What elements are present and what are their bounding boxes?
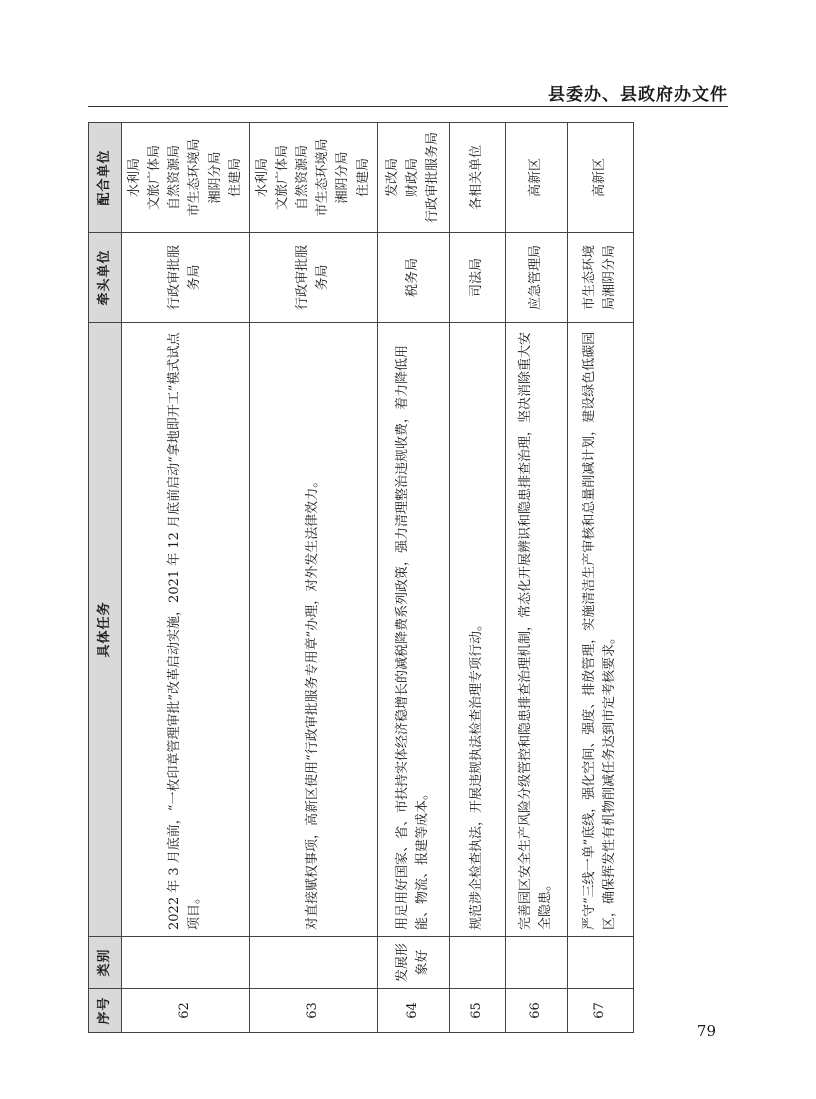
row-number: 63 bbox=[249, 989, 377, 1033]
col-header-no: 序号 bbox=[89, 989, 122, 1033]
task-table-rotated bbox=[88, 123, 618, 1033]
support-unit: 住建局 bbox=[355, 158, 371, 198]
support-unit: 水利局 bbox=[127, 158, 142, 198]
row-number: 66 bbox=[505, 989, 567, 1033]
row-number: 65 bbox=[449, 989, 505, 1033]
table-row bbox=[377, 123, 449, 1033]
support-unit: 自然资源局 bbox=[295, 145, 311, 211]
row-number: 62 bbox=[122, 989, 250, 1033]
row-support-units bbox=[122, 123, 250, 233]
row-category bbox=[449, 937, 505, 989]
support-unit: 发改局 bbox=[384, 158, 400, 198]
row-number: 64 bbox=[377, 989, 449, 1033]
row-lead-unit: 税务局 bbox=[377, 233, 449, 323]
task-table bbox=[88, 122, 634, 1033]
row-support-units bbox=[249, 123, 377, 233]
col-header-category: 类别 bbox=[89, 937, 122, 989]
row-category bbox=[122, 937, 250, 989]
table-row bbox=[505, 123, 567, 1033]
support-unit: 湘阴分局 bbox=[207, 151, 223, 204]
row-support-units bbox=[567, 123, 633, 233]
row-task: 用足用好国家、省、市扶持实体经济稳增长的减税降费系列政策，强力清理整治违规收费，着力降低用能、物流、报建等成本。 bbox=[377, 323, 449, 937]
row-lead-unit: 行政审批服务局 bbox=[122, 233, 250, 323]
support-unit: 文旅广体局 bbox=[274, 145, 290, 211]
row-task: 规范涉企检查执法，开展违规执法检查治理专项行动。 bbox=[449, 323, 505, 937]
table-row bbox=[567, 123, 633, 1033]
document-header-title: 县委办、县政府办文件 bbox=[548, 85, 728, 105]
table-row bbox=[449, 123, 505, 1033]
support-unit: 湘阴分局 bbox=[335, 151, 351, 204]
row-support-units bbox=[505, 123, 567, 233]
row-lead-unit: 市生态环境局湘阴分局 bbox=[567, 233, 633, 323]
row-lead-unit: 司法局 bbox=[449, 233, 505, 323]
support-unit: 行政审批服务局 bbox=[425, 132, 441, 224]
table-row bbox=[249, 123, 377, 1033]
support-unit: 市生态环境局 bbox=[315, 138, 331, 217]
col-header-support: 配合单位 bbox=[89, 123, 122, 233]
header-divider bbox=[88, 106, 728, 107]
support-unit: 各相关单位 bbox=[469, 145, 485, 211]
row-support-units bbox=[449, 123, 505, 233]
support-unit: 高新区 bbox=[592, 158, 608, 198]
row-category bbox=[505, 937, 567, 989]
page-number: 79 bbox=[696, 1022, 716, 1040]
support-unit: 高新区 bbox=[528, 158, 544, 198]
row-category bbox=[567, 937, 633, 989]
row-lead-unit: 应急管理局 bbox=[505, 233, 567, 323]
row-task: 严守“三线一单”底线，强化空间、强度、排放管理，实施清洁生产审核和总量削减计划，建设绿色低碳园区，确保挥发性有机物削减任务达到市定考核要求。 bbox=[567, 323, 633, 937]
row-task: 对直接赋权事项，高新区使用“行政审批服务专用章”办理，对外发生法律效力。 bbox=[249, 323, 377, 937]
row-task: 2022 年 3 月底前，“一枚印章管理审批”改革启动实施，2021 年 12 月底前启动“拿地即开工”模式试点项目。 bbox=[122, 323, 250, 937]
support-unit: 财政局 bbox=[405, 158, 421, 198]
table-header-row bbox=[89, 123, 122, 1033]
col-header-lead: 牵头单位 bbox=[89, 233, 122, 323]
row-support-units bbox=[377, 123, 449, 233]
row-category: 发展形象好 bbox=[377, 937, 449, 989]
support-unit: 文旅广体局 bbox=[147, 145, 163, 211]
support-unit: 住建局 bbox=[227, 158, 243, 198]
support-unit: 自然资源局 bbox=[167, 145, 183, 211]
table-row bbox=[122, 123, 250, 1033]
row-task: 完善园区安全生产风险分级管控和隐患排查治理机制，常态化开展辨识和隐患排查治理，坚决消除重大安全隐患。 bbox=[505, 323, 567, 937]
col-header-task: 具体任务 bbox=[89, 323, 122, 937]
support-unit: 市生态环境局 bbox=[187, 138, 203, 217]
row-category bbox=[249, 937, 377, 989]
row-lead-unit: 行政审批服务局 bbox=[249, 233, 377, 323]
row-number: 67 bbox=[567, 989, 633, 1033]
support-unit: 水利局 bbox=[254, 158, 270, 198]
